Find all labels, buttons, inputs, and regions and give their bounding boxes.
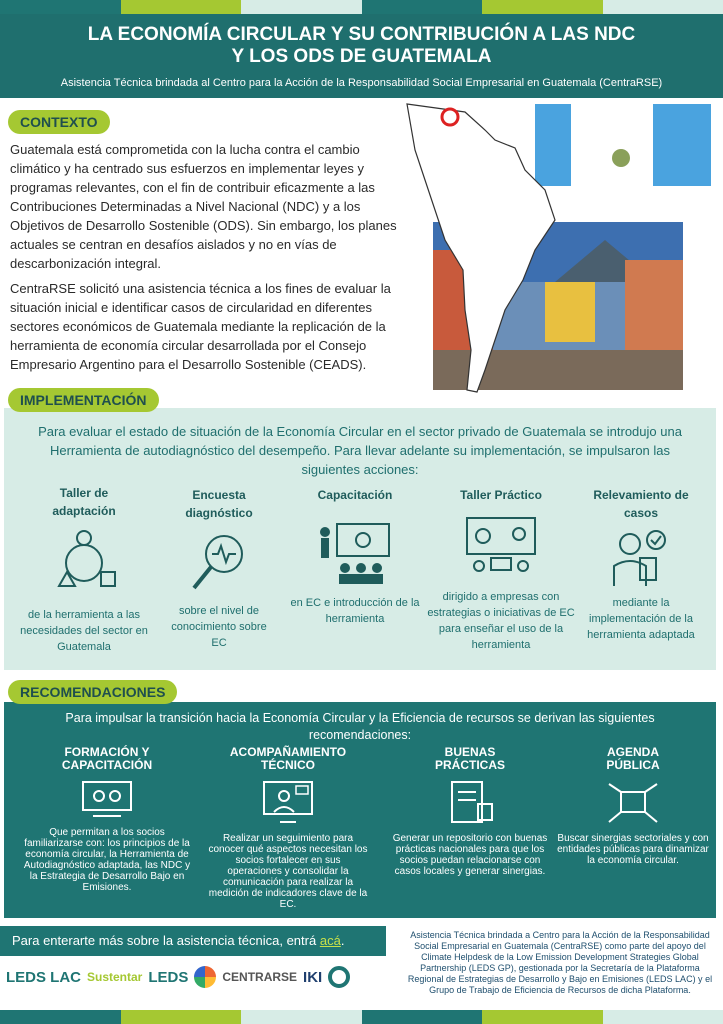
top-stripe <box>0 0 723 14</box>
training-board-icon <box>79 778 135 822</box>
contexto-p1: Guatemala está comprometida con la lucha contra el cambio climático y ha centrado sus esfuerzos en implementar leyes y programas relevantes, con el fin de contribuir eficazmente a las Contribuciones Determinadas a Nivel Nacional (NDC) y a los Objetivos de Desarrollo Sostenible (ODS). Sin embargo, los planes actuales se centran en desafíos aislados y no en vías de descarbonización integral. <box>10 142 397 271</box>
presentation-icon <box>315 520 395 590</box>
more-info-link[interactable]: acá <box>319 933 341 948</box>
cycle-shapes-icon <box>49 528 119 598</box>
recomendaciones-intro: Para impulsar la transición hacia la Economía Circular y la Eficiencia de recursos se derivan las siguientes recomendaciones: <box>65 711 655 742</box>
rec-formacion <box>22 746 192 893</box>
joined-hands-icon <box>605 778 661 828</box>
action-encuesta <box>164 486 274 651</box>
recomendaciones-section <box>4 702 716 918</box>
rec-buenas-practicas <box>390 746 550 877</box>
header-subtitle: Asistencia Técnica brindada al Centro para la Acción de la Responsabilidad Social Empresarial en Guatemala (CentraRSE) <box>60 77 663 89</box>
action-title: Taller Práctico <box>460 488 542 502</box>
rec-agenda-publica <box>554 746 712 866</box>
action-title: Encuesta diagnóstico <box>185 488 253 520</box>
centrarse-logo-icon <box>194 966 216 988</box>
location-pin-icon <box>442 109 458 125</box>
leds-lac-logo: LEDS LAC <box>6 968 81 986</box>
rec-desc: Realizar un seguimiento para conocer qué aspectos necesitan los socios fortalecer en sus operaciones y consolidar la comunicación para realizar la medición de indicadores clave de la EC. <box>208 833 368 910</box>
centrarse-logo: CENTRARSE <box>222 970 298 984</box>
rec-title: FORMACIÓN Y CAPACITACIÓN <box>61 745 153 772</box>
footer-credit: Asistencia Técnica brindada a Centro para la Acción de la Responsabilidad Social Empresarial en Guatemala (CentraRSE) como parte del apoyo del Climate Helpdesk de la Low Emission Development Strategies Global Partnership (LEDS GP), gestionada por la Secretaría de la Plataforma Regional de Estrategias de Desarrollo y Bajo en Emisiones (LEDS LAC) y el Grupo de Trabajo de Eficiencia de Recursos de dicha Plataforma. <box>407 930 713 995</box>
implementacion-section <box>4 408 716 670</box>
rec-title: BUENAS PRÁCTICAS <box>434 745 505 772</box>
action-title: Taller de adaptación <box>52 486 116 518</box>
action-taller-practico <box>426 486 576 653</box>
rec-title: AGENDA PÚBLICA <box>606 745 660 772</box>
action-taller-adaptacion <box>14 484 154 655</box>
rec-desc: Que permitan a los socios familiarizarse con: los principios de la economía circular, la Herramienta de Autodiagnóstico adaptada, las NDC y la Estrategia de Desarrollo Bajo en Emisiones. <box>23 827 191 893</box>
action-desc: dirigido a empresas con estrategias o iniciativas de EC para enseñar el uso de la herramienta <box>427 591 575 651</box>
action-desc: mediante la implementación de la herramienta adaptada <box>587 597 695 641</box>
action-relevamiento <box>576 486 706 643</box>
action-desc: en EC e introducción de la herramienta <box>290 597 420 625</box>
header <box>0 14 723 98</box>
title-line2: Y LOS ODS DE GUATEMALA <box>231 46 492 67</box>
coat-of-arms-icon <box>612 149 630 167</box>
circle-logo-icon <box>328 966 350 988</box>
contexto-label: CONTEXTO <box>8 110 110 134</box>
action-desc: de la herramienta a las necesidades del sector en Guatemala <box>20 609 148 653</box>
title-line1: LA ECONOMÍA CIRCULAR Y SU CONTRIBUCIÓN A LAS NDC <box>87 24 636 45</box>
workshop-icon <box>461 514 541 584</box>
partner-logos <box>6 962 350 992</box>
iki-logo: IKI <box>303 968 323 986</box>
sustentar-logo: Sustentar <box>87 970 143 984</box>
implementacion-label: IMPLEMENTACIÓN <box>8 388 159 412</box>
bottom-stripe <box>0 1010 723 1024</box>
survey-person-icon <box>606 526 676 590</box>
leds-logo: LEDS <box>148 968 189 986</box>
contexto-p2: CentraRSE solicitó una asistencia técnica a los fines de evaluar la situación inicial e identificar casos de circularidad en diferentes sectores económicos de Guatemala mediante la replicación de la herramienta de economía circular desarrollada por el Consejo Empresario Argentino para el Desarrollo Sostenible (CEADS). <box>10 281 391 372</box>
monitor-support-icon <box>260 778 316 828</box>
action-title: Capacitación <box>317 488 393 502</box>
rec-title: ACOMPAÑAMIENTO TÉCNICO <box>229 745 347 772</box>
recomendaciones-label: RECOMENDACIONES <box>8 680 177 704</box>
checklist-thumbs-up-icon <box>442 778 498 828</box>
contexto-text <box>10 140 405 380</box>
action-capacitacion <box>290 486 420 627</box>
implementacion-intro: Para evaluar el estado de situación de la Economía Circular en el sector privado de Guatemala se introdujo una Herramienta de autodiagnóstico del desempeño. Para llevar adelante su implementación, se impulsaron las siguientes acciones: <box>38 424 682 477</box>
cta-end: . <box>340 933 345 948</box>
guatemala-illustration <box>405 100 723 395</box>
footer-cta <box>0 926 386 956</box>
action-desc: sobre el nivel de conocimiento sobre EC <box>171 605 267 649</box>
magnifier-icon <box>184 528 254 598</box>
action-title: Relevamiento de casos <box>593 488 689 520</box>
rec-desc: Buscar sinergias sectoriales y con entidades públicas para dinamizar la economía circular. <box>557 833 709 866</box>
cta-text: Para enterarte más sobre la asistencia técnica, entrá <box>12 933 317 948</box>
rec-acompanamiento <box>208 746 368 910</box>
rec-desc: Generar un repositorio con buenas prácticas nacionales para que los socios puedan relacionarse con casos locales y generar sinergias. <box>392 833 548 877</box>
